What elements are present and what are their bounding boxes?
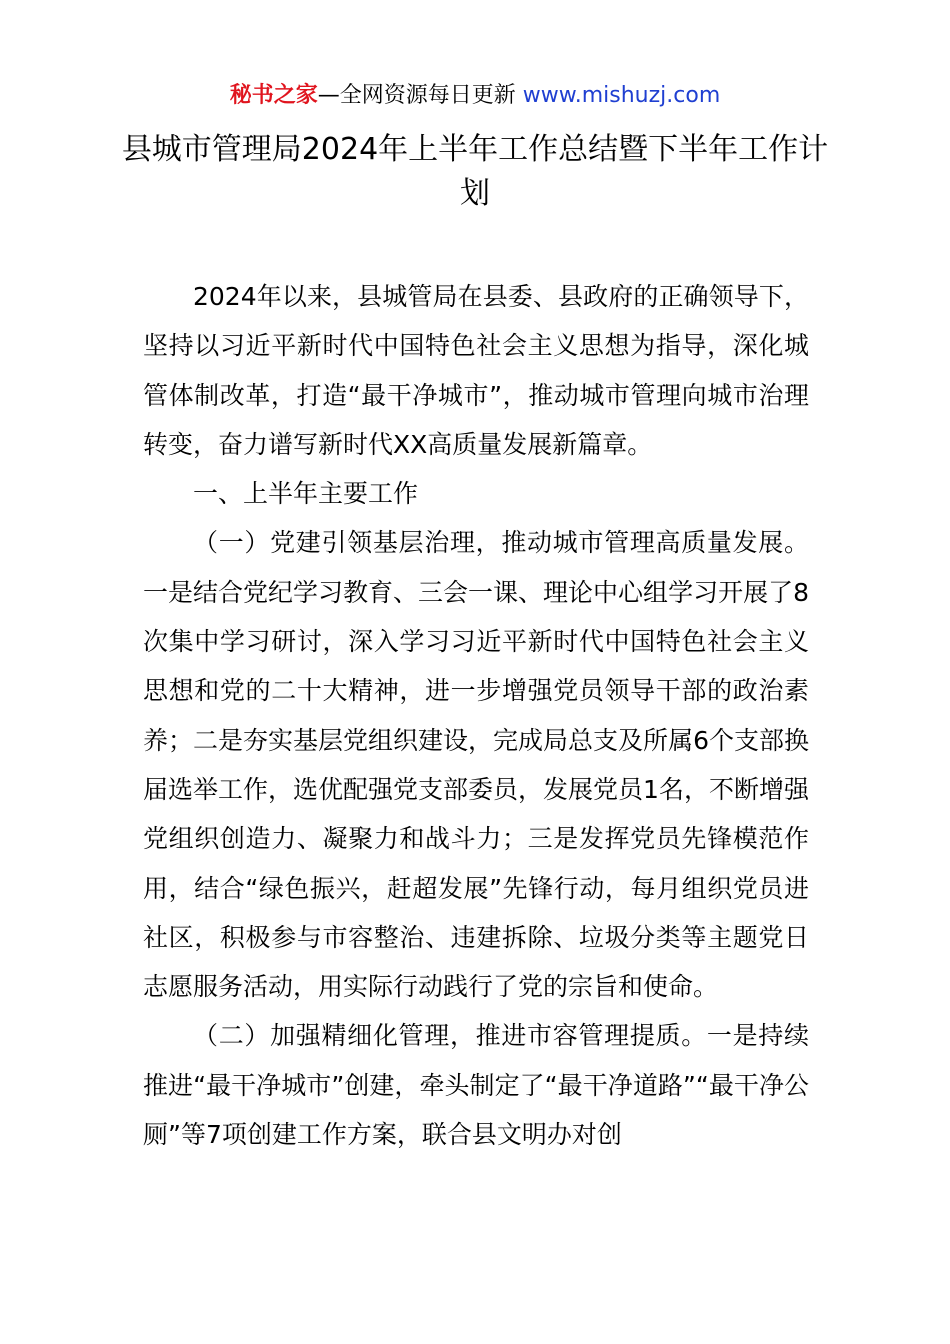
document-body	[143, 272, 809, 1159]
body-paragraph: （二）加强精细化管理，推进市容管理提质。一是持续推进“最干净城市”创建，牵头制定了“最干净道路”“最干净公厕”等7项创建工作方案，联合县文明办对创	[143, 1021, 809, 1150]
body-paragraph: （一）党建引领基层治理，推动城市管理高质量发展。一是结合党纪学习教育、三会一课、理论中心组学习开展了8次集中学习研讨，深入学习习近平新时代中国特色社会主义思想和党的二十大精神，进一步增强党员领导干部的政治素养；二是夯实基层党组织建设，完成局总支及所属6个支部换届选举工作，选优配强党支部委员，发展党员1名，不断增强党组织创造力、凝聚力和战斗力；三是发挥党员先锋模范作用，结合“绿色振兴，赶超发展”先锋行动，每月组织党员进社区，积极参与市容整治、违建拆除、垃圾分类等主题党日志愿服务活动，用实际行动践行了党的宗旨和使命。	[143, 528, 809, 1002]
brand-name: 秘书之家	[229, 83, 318, 108]
site-url-link[interactable]: www.mishuzj.com	[522, 83, 721, 108]
document-title: 县城市管理局2024年上半年工作总结暨下半年工作计划	[121, 132, 829, 211]
site-banner	[0, 80, 950, 112]
section-heading: 一、上半年主要工作	[193, 479, 419, 509]
intro-paragraph: 2024年以来，县城管局在县委、县政府的正确领导下，坚持以习近平新时代中国特色社会主义思想为指导，深化城管体制改革，打造“最干净城市”，推动城市管理向城市治理转变，奋力谱写新时代XX高质量发展新篇章。	[143, 282, 809, 459]
banner-tagline: —全网资源每日更新	[317, 83, 523, 108]
